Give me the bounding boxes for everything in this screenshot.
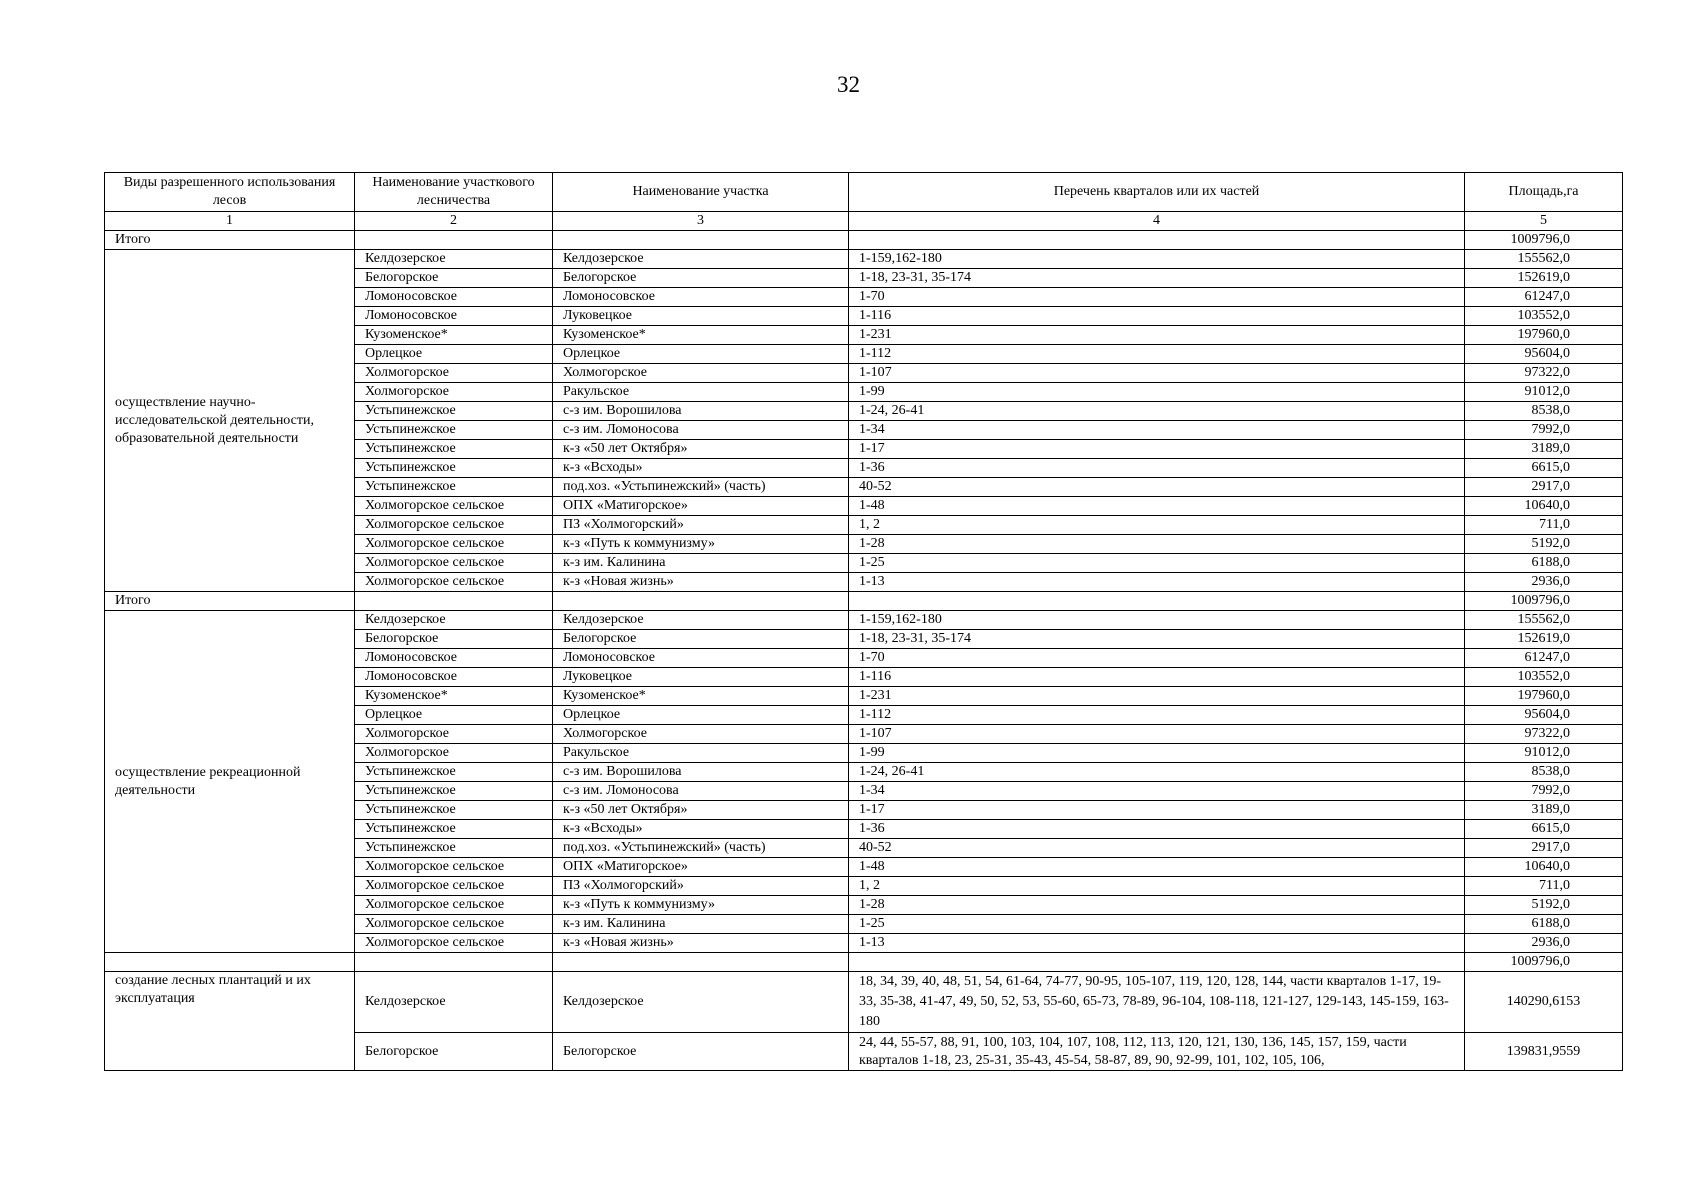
forestry-cell: Кузоменское* xyxy=(355,687,553,706)
quarters-cell: 1-24, 26-41 xyxy=(849,763,1465,782)
forestry-cell: Холмогорское xyxy=(355,744,553,763)
forestry-cell: Устьпинежское xyxy=(355,440,553,459)
total-value: 1009796,0 xyxy=(1465,592,1623,611)
forestry-cell: Ломоносовское xyxy=(355,668,553,687)
table-row xyxy=(105,611,1623,630)
area-cell: 3189,0 xyxy=(1465,801,1623,820)
column-number: 1 xyxy=(105,212,355,231)
header-use-kind: Виды разрешенного использования лесов xyxy=(105,173,355,212)
header-quarters-list: Перечень кварталов или их частей xyxy=(849,173,1465,212)
area-cell: 152619,0 xyxy=(1465,269,1623,288)
forestry-cell: Устьпинежское xyxy=(355,421,553,440)
header-site-name: Наименование участка xyxy=(553,173,849,212)
forestry-cell: Устьпинежское xyxy=(355,402,553,421)
quarters-cell: 1-107 xyxy=(849,364,1465,383)
quarters-cell: 1-24, 26-41 xyxy=(849,402,1465,421)
quarters-cell: 1-36 xyxy=(849,459,1465,478)
quarters-cell: 1-99 xyxy=(849,744,1465,763)
header-forestry-name: Наименование участкового лесничества xyxy=(355,173,553,212)
site-cell: Кузоменское* xyxy=(553,326,849,345)
area-cell: 197960,0 xyxy=(1465,687,1623,706)
site-cell: Белогорское xyxy=(553,269,849,288)
area-cell: 6615,0 xyxy=(1465,459,1623,478)
site-cell: ПЗ «Холмогорский» xyxy=(553,877,849,896)
area-cell: 711,0 xyxy=(1465,877,1623,896)
forestry-cell: Холмогорское сельское xyxy=(355,858,553,877)
site-cell: с-з им. Ворошилова xyxy=(553,763,849,782)
total-value: 1009796,0 xyxy=(1465,231,1623,250)
forestry-cell: Холмогорское сельское xyxy=(355,915,553,934)
quarters-cell: 1-116 xyxy=(849,307,1465,326)
area-cell: 155562,0 xyxy=(1465,250,1623,269)
column-number: 4 xyxy=(849,212,1465,231)
site-cell: Луковецкое xyxy=(553,668,849,687)
quarters-cell: 1-231 xyxy=(849,326,1465,345)
quarters-cell: 1-116 xyxy=(849,668,1465,687)
quarters-cell: 1-48 xyxy=(849,858,1465,877)
area-cell: 61247,0 xyxy=(1465,288,1623,307)
area-cell: 95604,0 xyxy=(1465,345,1623,364)
forestry-cell: Устьпинежское xyxy=(355,839,553,858)
quarters-cell: 1-13 xyxy=(849,573,1465,592)
forestry-cell: Устьпинежское xyxy=(355,820,553,839)
area-cell: 97322,0 xyxy=(1465,725,1623,744)
use-kind-cell: осуществление рекреационной деятельности xyxy=(105,611,355,953)
forestry-cell: Ломоносовское xyxy=(355,649,553,668)
forestry-cell: Устьпинежское xyxy=(355,801,553,820)
forestry-cell: Холмогорское сельское xyxy=(355,896,553,915)
forestry-cell: Келдозерское xyxy=(355,972,553,1033)
site-cell: к-з им. Калинина xyxy=(553,554,849,573)
total-row xyxy=(105,953,1623,972)
site-cell: Ракульское xyxy=(553,383,849,402)
site-cell: Келдозерское xyxy=(553,250,849,269)
site-cell: ОПХ «Матигорское» xyxy=(553,858,849,877)
quarters-cell: 24, 44, 55-57, 88, 91, 100, 103, 104, 107, 108, 112, 113, 120, 121, 130, 136, 145, 157, 159, части кварталов 1-18, 23, 25-31, 35-43, 45-54, 58-87, 89, 90, 92-99, 101, 102, 105, 106, xyxy=(849,1033,1465,1071)
forestry-cell: Холмогорское xyxy=(355,725,553,744)
forestry-cell: Холмогорское сельское xyxy=(355,497,553,516)
quarters-cell: 1-34 xyxy=(849,782,1465,801)
site-cell: с-з им. Ворошилова xyxy=(553,402,849,421)
quarters-cell: 1-28 xyxy=(849,896,1465,915)
forestry-cell: Ломоносовское xyxy=(355,288,553,307)
site-cell: Орлецкое xyxy=(553,706,849,725)
page-number: 32 xyxy=(837,72,860,97)
quarters-cell: 1-159,162-180 xyxy=(849,611,1465,630)
forestry-cell: Орлецкое xyxy=(355,345,553,364)
forestry-cell: Холмогорское сельское xyxy=(355,516,553,535)
site-cell: к-з «50 лет Октября» xyxy=(553,440,849,459)
total-label: Итого xyxy=(105,231,355,250)
forestry-cell: Белогорское xyxy=(355,1033,553,1071)
site-cell: Белогорское xyxy=(553,1033,849,1071)
area-cell: 8538,0 xyxy=(1465,402,1623,421)
quarters-cell: 40-52 xyxy=(849,839,1465,858)
forestry-cell: Устьпинежское xyxy=(355,763,553,782)
quarters-cell: 1-107 xyxy=(849,725,1465,744)
area-cell: 8538,0 xyxy=(1465,763,1623,782)
site-cell: ОПХ «Матигорское» xyxy=(553,497,849,516)
quarters-cell: 1-17 xyxy=(849,801,1465,820)
area-cell: 2917,0 xyxy=(1465,839,1623,858)
quarters-cell: 1-70 xyxy=(849,649,1465,668)
table-header-row xyxy=(105,173,1623,212)
quarters-cell: 1-18, 23-31, 35-174 xyxy=(849,630,1465,649)
site-cell: ПЗ «Холмогорский» xyxy=(553,516,849,535)
quarters-cell: 1-25 xyxy=(849,554,1465,573)
site-cell: Луковецкое xyxy=(553,307,849,326)
quarters-cell: 1-17 xyxy=(849,440,1465,459)
forestry-cell: Холмогорское xyxy=(355,383,553,402)
quarters-cell: 1-36 xyxy=(849,820,1465,839)
site-cell: под.хоз. «Устьпинежский» (часть) xyxy=(553,478,849,497)
site-cell: к-з им. Калинина xyxy=(553,915,849,934)
quarters-cell: 1-99 xyxy=(849,383,1465,402)
area-cell: 5192,0 xyxy=(1465,896,1623,915)
quarters-cell: 1-25 xyxy=(849,915,1465,934)
table-row xyxy=(105,250,1623,269)
area-cell: 10640,0 xyxy=(1465,858,1623,877)
area-cell: 3189,0 xyxy=(1465,440,1623,459)
quarters-cell: 1-34 xyxy=(849,421,1465,440)
area-cell: 61247,0 xyxy=(1465,649,1623,668)
use-kind-cell: создание лесных плантаций и их эксплуатация xyxy=(105,972,355,1071)
header-area: Площадь,га xyxy=(1465,173,1623,212)
forestry-cell: Орлецкое xyxy=(355,706,553,725)
total-value: 1009796,0 xyxy=(1465,953,1623,972)
total-row xyxy=(105,231,1623,250)
area-cell: 6615,0 xyxy=(1465,820,1623,839)
site-cell: Белогорское xyxy=(553,630,849,649)
forestry-cell: Устьпинежское xyxy=(355,459,553,478)
site-cell: Ломоносовское xyxy=(553,649,849,668)
column-number: 2 xyxy=(355,212,553,231)
area-cell: 139831,9559 xyxy=(1465,1033,1623,1071)
forestry-cell: Келдозерское xyxy=(355,611,553,630)
area-cell: 7992,0 xyxy=(1465,421,1623,440)
area-cell: 103552,0 xyxy=(1465,307,1623,326)
area-cell: 2917,0 xyxy=(1465,478,1623,497)
quarters-cell: 1-231 xyxy=(849,687,1465,706)
quarters-cell: 1-70 xyxy=(849,288,1465,307)
forestry-cell: Холмогорское сельское xyxy=(355,934,553,953)
quarters-cell: 1-112 xyxy=(849,345,1465,364)
area-cell: 97322,0 xyxy=(1465,364,1623,383)
area-cell: 152619,0 xyxy=(1465,630,1623,649)
site-cell: под.хоз. «Устьпинежский» (часть) xyxy=(553,839,849,858)
forest-use-table xyxy=(104,172,1623,1071)
site-cell: к-з «Новая жизнь» xyxy=(553,934,849,953)
quarters-cell: 1-18, 23-31, 35-174 xyxy=(849,269,1465,288)
site-cell: Ломоносовское xyxy=(553,288,849,307)
area-cell: 7992,0 xyxy=(1465,782,1623,801)
area-cell: 140290,6153 xyxy=(1465,972,1623,1033)
site-cell: с-з им. Ломоносова xyxy=(553,421,849,440)
area-cell: 91012,0 xyxy=(1465,383,1623,402)
quarters-cell: 1-28 xyxy=(849,535,1465,554)
site-cell: к-з «Новая жизнь» xyxy=(553,573,849,592)
area-cell: 6188,0 xyxy=(1465,915,1623,934)
site-cell: Холмогорское xyxy=(553,725,849,744)
forestry-cell: Белогорское xyxy=(355,269,553,288)
forestry-cell: Устьпинежское xyxy=(355,782,553,801)
site-cell: к-з «Всходы» xyxy=(553,459,849,478)
forestry-cell: Холмогорское сельское xyxy=(355,877,553,896)
site-cell: Холмогорское xyxy=(553,364,849,383)
use-kind-cell: осуществление научно-исследовательской деятельности, образовательной деятельности xyxy=(105,250,355,592)
area-cell: 10640,0 xyxy=(1465,497,1623,516)
forestry-cell: Ломоносовское xyxy=(355,307,553,326)
table-row xyxy=(105,972,1623,1033)
quarters-cell: 18, 34, 39, 40, 48, 51, 54, 61-64, 74-77, 90-95, 105-107, 119, 120, 128, 144, части кварталов 1-17, 19-33, 35-38, 41-47, 49, 50, 52, 53, 55-60, 65-73, 78-89, 96-104, 108-118, 121-127, 129-143, 145-159, 163-180 xyxy=(849,972,1465,1033)
quarters-cell: 1, 2 xyxy=(849,877,1465,896)
site-cell: Кузоменское* xyxy=(553,687,849,706)
table-column-number-row xyxy=(105,212,1623,231)
column-number: 3 xyxy=(553,212,849,231)
quarters-cell: 1-48 xyxy=(849,497,1465,516)
area-cell: 711,0 xyxy=(1465,516,1623,535)
area-cell: 2936,0 xyxy=(1465,573,1623,592)
area-cell: 197960,0 xyxy=(1465,326,1623,345)
column-number: 5 xyxy=(1465,212,1623,231)
site-cell: к-з «50 лет Октября» xyxy=(553,801,849,820)
forestry-cell: Кузоменское* xyxy=(355,326,553,345)
area-cell: 2936,0 xyxy=(1465,934,1623,953)
quarters-cell: 40-52 xyxy=(849,478,1465,497)
area-cell: 95604,0 xyxy=(1465,706,1623,725)
forestry-cell: Холмогорское xyxy=(355,364,553,383)
forestry-cell: Устьпинежское xyxy=(355,478,553,497)
site-cell: к-з «Всходы» xyxy=(553,820,849,839)
site-cell: Орлецкое xyxy=(553,345,849,364)
area-cell: 6188,0 xyxy=(1465,554,1623,573)
quarters-cell: 1-159,162-180 xyxy=(849,250,1465,269)
total-row xyxy=(105,592,1623,611)
site-cell: Келдозерское xyxy=(553,972,849,1033)
quarters-cell: 1-112 xyxy=(849,706,1465,725)
quarters-cell: 1-13 xyxy=(849,934,1465,953)
site-cell: Ракульское xyxy=(553,744,849,763)
forestry-cell: Холмогорское сельское xyxy=(355,535,553,554)
area-cell: 91012,0 xyxy=(1465,744,1623,763)
site-cell: Келдозерское xyxy=(553,611,849,630)
site-cell: к-з «Путь к коммунизму» xyxy=(553,535,849,554)
site-cell: к-з «Путь к коммунизму» xyxy=(553,896,849,915)
site-cell: с-з им. Ломоносова xyxy=(553,782,849,801)
forestry-cell: Келдозерское xyxy=(355,250,553,269)
forestry-cell: Белогорское xyxy=(355,630,553,649)
forestry-cell: Холмогорское сельское xyxy=(355,554,553,573)
quarters-cell: 1, 2 xyxy=(849,516,1465,535)
forestry-cell: Холмогорское сельское xyxy=(355,573,553,592)
area-cell: 103552,0 xyxy=(1465,668,1623,687)
area-cell: 5192,0 xyxy=(1465,535,1623,554)
area-cell: 155562,0 xyxy=(1465,611,1623,630)
total-label: Итого xyxy=(105,592,355,611)
